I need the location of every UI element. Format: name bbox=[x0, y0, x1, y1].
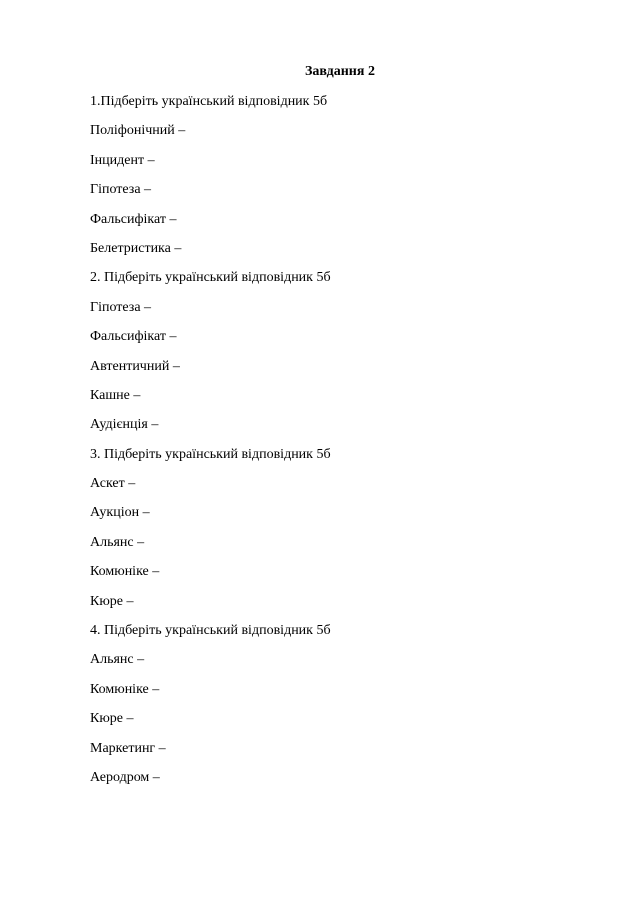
document-body bbox=[90, 92, 331, 797]
task-3-heading: 3. Підберіть український відповідник 5б bbox=[90, 446, 331, 462]
task-1-heading: 1.Підберіть український відповідник 5б bbox=[90, 94, 328, 109]
task-1-item: Гіпотеза – bbox=[90, 182, 152, 198]
task-4-item: Маркетинг – bbox=[90, 740, 166, 756]
task-1-item: Фальсифікат – bbox=[90, 211, 177, 227]
task-3-item: Аскет – bbox=[90, 476, 136, 492]
task-4-item: Аеродром – bbox=[90, 769, 160, 785]
task-1-item: Белетристика – bbox=[90, 240, 182, 256]
task-2-item: Фальсифікат – bbox=[90, 329, 177, 345]
task-4-item: Альянс – bbox=[90, 652, 145, 668]
task-3-item: Альянс – bbox=[90, 534, 145, 550]
task-4-heading: 4. Підберіть український відповідник 5б bbox=[90, 623, 331, 639]
task-1-item: Поліфонічний – bbox=[90, 123, 186, 139]
document-title: Завдання 2 bbox=[305, 64, 375, 79]
task-1-item: Інцидент – bbox=[90, 152, 155, 168]
task-2-heading: 2. Підберіть український відповідник 5б bbox=[90, 270, 331, 286]
task-2-item: Кашне – bbox=[90, 387, 141, 403]
task-4-item: Кюре – bbox=[90, 711, 134, 727]
task-2-item: Аудієнція – bbox=[90, 417, 159, 433]
task-3-item: Аукціон – bbox=[90, 505, 150, 521]
task-3-item: Комюніке – bbox=[90, 564, 160, 580]
task-4-item: Комюніке – bbox=[90, 681, 160, 697]
task-2-item: Гіпотеза – bbox=[90, 299, 152, 315]
task-3-item: Кюре – bbox=[90, 593, 134, 609]
task-2-item: Автентичний – bbox=[90, 358, 180, 374]
